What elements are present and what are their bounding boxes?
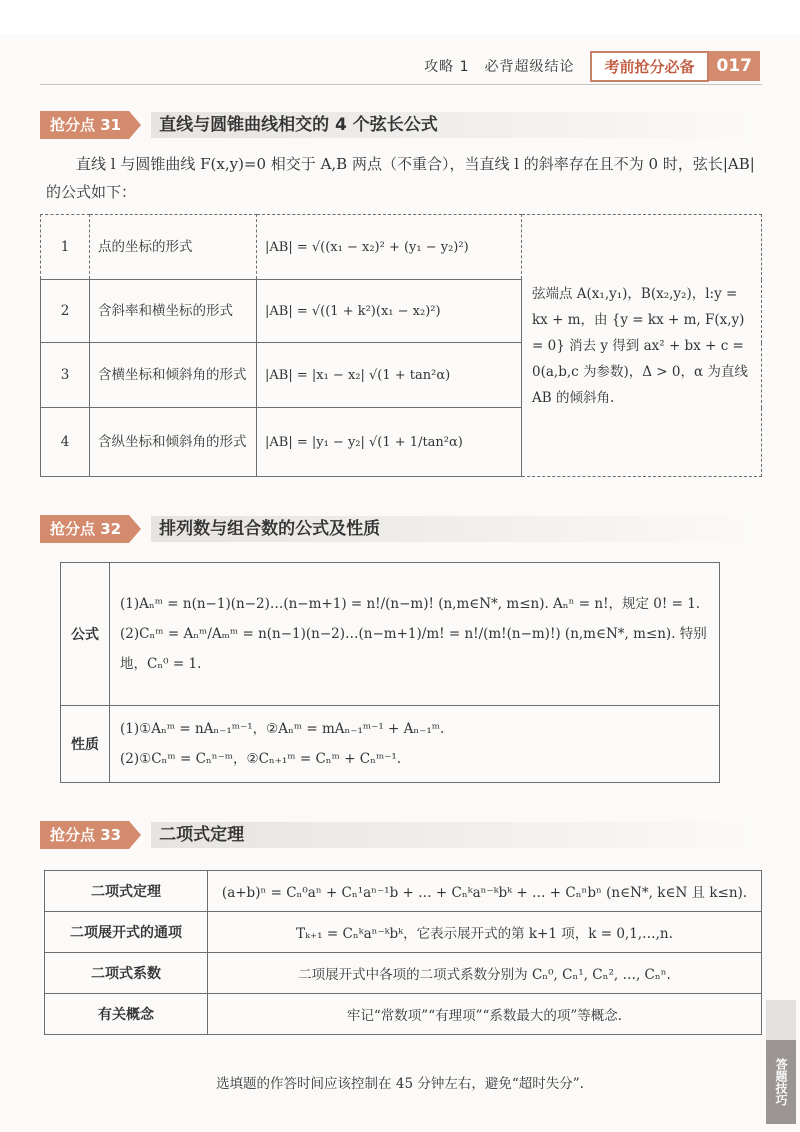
section-arrow-icon xyxy=(129,515,141,543)
top-margin xyxy=(0,0,800,34)
binomial-value: 牢记“常数项”“有理项”“系数最大的项”等概念. xyxy=(208,994,762,1035)
binomial-table xyxy=(44,870,762,1035)
section-31-intro: 直线 l 与圆锥曲线 F(x,y)=0 相交于 A,B 两点（不重合），当直线 l 的斜率存在且不为 0 时，弦长|AB|的公式如下： xyxy=(46,155,755,201)
page-header xyxy=(424,50,760,82)
binomial-value: (a+b)ⁿ = Cₙ⁰aⁿ + Cₙ¹aⁿ⁻¹b + … + Cₙᵏaⁿ⁻ᵏbᵏ + … + Cₙⁿbⁿ (n∈N*, k∈N 且 k≤n). xyxy=(208,871,762,912)
property-content xyxy=(110,706,720,783)
row-label: 含纵坐标和倾斜角的形式 xyxy=(90,408,257,477)
row-number: 4 xyxy=(41,408,90,477)
property-key: 性质 xyxy=(61,706,110,783)
property-line: (1)①Aₙᵐ = nAₙ₋₁ᵐ⁻¹，②Aₙᵐ = mAₙ₋₁ᵐ⁻¹ + Aₙ₋₁ᵐ. xyxy=(120,721,445,737)
formula-line: (2)Cₙᵐ = Aₙᵐ/Aₘᵐ = n(n−1)(n−2)…(n−m+1)/m! = n!/(m!(n−m)!) (n,m∈N*, m≤n). 特别地，Cₙ⁰ = 1. xyxy=(120,626,707,672)
formula-content xyxy=(110,563,720,706)
table-row xyxy=(41,215,762,280)
section-32-title xyxy=(40,514,762,544)
table-row xyxy=(45,994,762,1035)
formula-key: 公式 xyxy=(61,563,110,706)
header-subtitle: 攻略 1 必背超级结论 xyxy=(424,59,575,75)
section-33-title xyxy=(40,820,762,850)
permutation-table xyxy=(60,562,720,783)
section-arrow-icon xyxy=(129,111,141,139)
table-row xyxy=(45,953,762,994)
section-31-tag: 抢分点 31 xyxy=(40,111,129,139)
binomial-value: Tₖ₊₁ = Cₙᵏaⁿ⁻ᵏbᵏ，它表示展开式的第 k+1 项，k = 0,1,…,n. xyxy=(208,912,762,953)
side-tab: 答题技巧 xyxy=(766,1040,796,1124)
binomial-key: 二项式定理 xyxy=(45,871,208,912)
section-33-tag: 抢分点 33 xyxy=(40,821,129,849)
row-formula: |AB| = |y₁ − y₂| √(1 + 1/tan²α) xyxy=(257,408,522,477)
table-row xyxy=(61,706,720,783)
header-divider xyxy=(40,84,762,85)
binomial-key: 有关概念 xyxy=(45,994,208,1035)
row-label: 含斜率和横坐标的形式 xyxy=(90,280,257,343)
section-31-name: 直线与圆锥曲线相交的 4 个弦长公式 xyxy=(151,112,762,138)
page-number: 017 xyxy=(709,51,761,81)
chord-length-table xyxy=(40,214,762,477)
header-badge: 考前抢分必备 xyxy=(590,51,708,82)
section-32-name: 排列数与组合数的公式及性质 xyxy=(151,516,762,542)
chord-note: 弦端点 A(x₁,y₁)，B(x₂,y₂)，l:y = kx + m，由 {y = kx + m, F(x,y) = 0} 消去 y 得到 ax² + bx + c = 0(a,b,c 为参数)，Δ > 0，α 为直线 AB 的倾斜角. xyxy=(522,215,762,477)
section-arrow-icon xyxy=(129,821,141,849)
table-row xyxy=(45,912,762,953)
binomial-key: 二项展开式的通项 xyxy=(45,912,208,953)
table-row xyxy=(45,871,762,912)
footer-tip: 选填题的作答时间应该控制在 45 分钟左右，避免“超时失分”. xyxy=(216,1076,584,1092)
row-number: 2 xyxy=(41,280,90,343)
row-formula: |AB| = √((x₁ − x₂)² + (y₁ − y₂)²) xyxy=(257,215,522,280)
binomial-value: 二项展开式中各项的二项式系数分别为 Cₙ⁰, Cₙ¹, Cₙ², …, Cₙⁿ. xyxy=(208,953,762,994)
row-number: 1 xyxy=(41,215,90,280)
table-row xyxy=(61,563,720,706)
section-31-title xyxy=(40,110,762,140)
row-label: 含横坐标和倾斜角的形式 xyxy=(90,343,257,408)
section-33-name: 二项式定理 xyxy=(151,822,762,848)
binomial-key: 二项式系数 xyxy=(45,953,208,994)
formula-line: (1)Aₙᵐ = n(n−1)(n−2)…(n−m+1) = n!/(n−m)! (n,m∈N*, m≤n). Aₙⁿ = n!，规定 0! = 1. xyxy=(120,596,701,612)
row-formula: |AB| = √((1 + k²)(x₁ − x₂)²) xyxy=(257,280,522,343)
row-number: 3 xyxy=(41,343,90,408)
side-edge xyxy=(766,1000,796,1040)
row-label: 点的坐标的形式 xyxy=(90,215,257,280)
section-32-tag: 抢分点 32 xyxy=(40,515,129,543)
property-line: (2)①Cₙᵐ = Cₙⁿ⁻ᵐ，②Cₙ₊₁ᵐ = Cₙᵐ + Cₙᵐ⁻¹. xyxy=(120,751,402,767)
row-formula: |AB| = |x₁ − x₂| √(1 + tan²α) xyxy=(257,343,522,408)
